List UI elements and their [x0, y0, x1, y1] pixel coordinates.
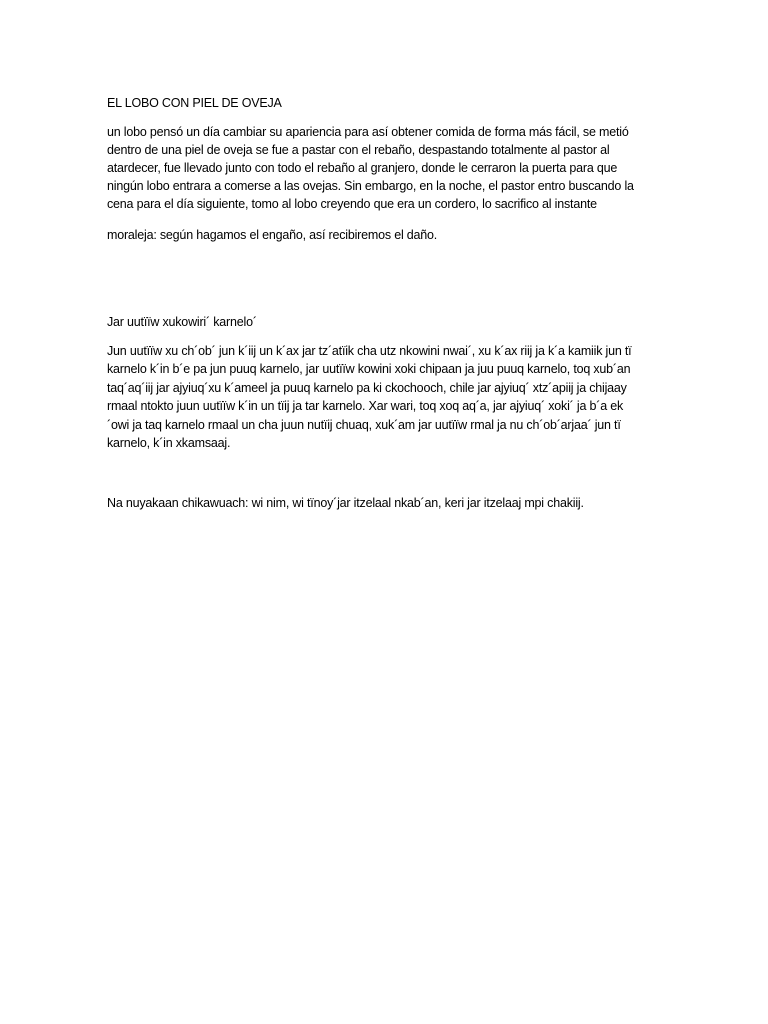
translated-paragraph-line-2: karnelo k´in b´e pa jun puuq karnelo, jar uutïïw kowini xoki chipaan ja juu puuq karnelo, toq xub´an: [107, 362, 631, 376]
spanish-paragraph-line-2: dentro de una piel de oveja se fue a pastar con el rebaño, despastando totalmente al pastor al: [107, 143, 610, 157]
translated-story-title: Jar uutïïw xukowiri´ karnelo´: [107, 315, 257, 329]
spanish-story-moral: moraleja: según hagamos el engaño, así recibiremos el daño.: [107, 228, 438, 242]
spanish-paragraph-line-3: atardecer, fue llevado junto con todo el rebaño al granjero, donde le cerraron la puerta para que: [107, 161, 618, 175]
translated-story-moral: Na nuyakaan chikawuach: wi nim, wi tïnoy´jar itzelaal nkab´an, keri jar itzelaaj mpi chakiij.: [107, 496, 584, 510]
translated-paragraph-line-5: ´owi ja taq karnelo rmaal un cha juun nutïij chuaq, xuk´am jar uutïïw rmal ja nu ch´ob´arjaa´ jun tï: [107, 418, 621, 432]
translated-paragraph-line-4: rmaal ntokto juun uutïïw k´in un tïij ja tar karnelo. Xar wari, toq xoq aq´a, jar ajyiuq´ xoki´ ja b´a ek: [107, 399, 624, 413]
spanish-story-title: EL LOBO CON PIEL DE OVEJA: [107, 96, 282, 110]
translated-paragraph-line-1: Jun uutïïw xu ch´ob´ jun k´iij un k´ax jar tz´atïik cha utz nkowini nwai´, xu k´ax riij ja k´a kamiik jun tï: [107, 344, 632, 358]
spanish-paragraph-line-1: un lobo pensó un día cambiar su apariencia para así obtener comida de forma más fácil, se metió: [107, 125, 629, 139]
translated-paragraph-line-3: taq´aq´iij jar ajyiuq´xu k´ameel ja puuq karnelo pa ki ckochooch, chile jar ajyiuq´ xtz´apiij ja chijaay: [107, 381, 627, 395]
translated-paragraph-line-6: karnelo, k´in xkamsaaj.: [107, 436, 231, 450]
spanish-paragraph-line-5: cena para el día siguiente, tomo al lobo creyendo que era un cordero, lo sacrifico al instante: [107, 197, 597, 211]
spanish-paragraph-line-4: ningún lobo entrara a comerse a las ovejas. Sin embargo, en la noche, el pastor entro buscando la: [107, 179, 634, 193]
